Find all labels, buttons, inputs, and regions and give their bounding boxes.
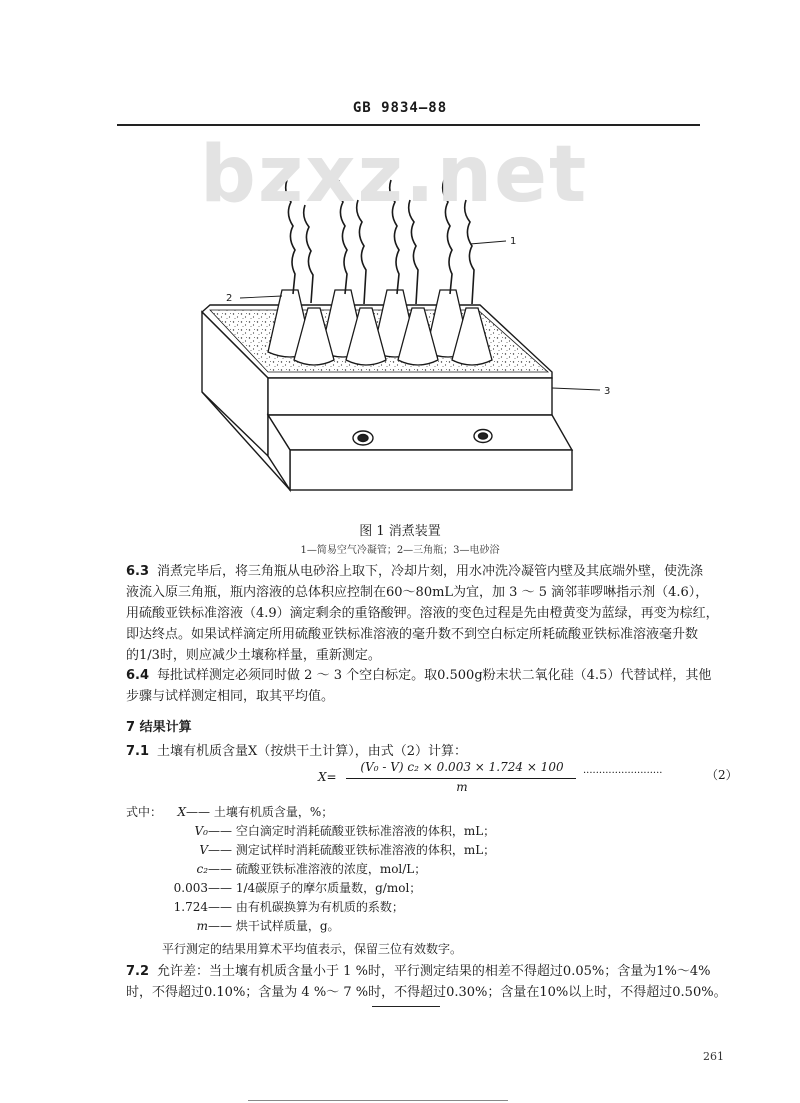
def-symbol: c₂ <box>196 862 208 876</box>
paragraph-line: 液流入原三角瓶，瓶内溶液的总体积应控制在60～80mL为宜，加 3 ～ 5 滴邻菲啰啉指示剂（4.6）， <box>126 585 709 600</box>
definitions-list <box>140 803 740 936</box>
def-description: —— 测定试样时消耗硫酸亚铁标准溶液的体积，mL； <box>208 843 496 857</box>
watermark: bzxz.net <box>200 130 589 220</box>
section-7-heading: 7 结果计算 <box>126 720 192 735</box>
def-symbol: 0.003 <box>173 881 208 895</box>
callout-1: 1 <box>510 236 517 247</box>
formula-numerator: (V₀ - V) c₂ × 0.003 × 1.724 × 100 <box>360 760 564 774</box>
section-number: 6.3 <box>126 564 150 579</box>
formula-lhs: X= <box>318 770 337 784</box>
paragraph-line: 每批试样测定必须同时做 2 ～ 3 个空白标定。取0.500g粉末状二氧化硅（4.5）代替试样，其他 <box>157 668 712 683</box>
page-number: 261 <box>703 1050 724 1063</box>
paragraph-line: 步骤与试样测定相同，取其平均值。 <box>126 689 335 704</box>
header-rule <box>117 124 700 126</box>
document-code: GB 9834—88 <box>352 100 448 116</box>
section-number: 7.1 <box>126 744 150 759</box>
scan-edge-rule <box>248 1100 508 1101</box>
section-6-3 <box>126 561 746 666</box>
conical-flasks <box>268 290 492 365</box>
result-note: 平行测定的结果用算术平均值表示，保留三位有效数字。 <box>162 942 463 956</box>
def-description: —— 土壤有机质含量，%； <box>186 805 334 819</box>
formula-denominator: m <box>456 780 468 794</box>
def-description: —— 空白滴定时消耗硫酸亚铁标准溶液的体积，mL； <box>208 824 496 838</box>
paragraph-line: 的1/3时，则应减少土壤称样量，重新测定。 <box>126 648 381 663</box>
def-symbol: m <box>196 919 208 933</box>
paragraph-line: 土壤有机质含量X（按烘干土计算），由式（2）计算： <box>157 744 468 759</box>
section-7-1 <box>126 741 746 762</box>
def-symbol: 1.724 <box>173 900 208 914</box>
def-symbol: X <box>177 805 186 819</box>
section-number: 6.4 <box>126 668 150 683</box>
end-rule <box>372 1006 440 1007</box>
paragraph-line: 即达终点。如果试样滴定所用硫酸亚铁标准溶液的毫升数不到空白标定所耗硫酸亚铁标准溶液毫升数 <box>126 627 699 642</box>
fraction-bar <box>346 778 576 779</box>
section-6-4 <box>126 665 746 707</box>
callout-2: 2 <box>226 293 233 304</box>
paragraph-line: 时，不得超过0.10%；含量为 4 %～ 7 %时，不得超过0.30%；含量在10%以上时，不得超过0.50%。 <box>126 985 727 1000</box>
callout-3: 3 <box>604 386 611 397</box>
paragraph-line: 允许差：当土壤有机质含量小于 1 %时，平行测定结果的相差不得超过0.05%；含量为1%～4% <box>157 964 711 979</box>
paragraph-line: 用硫酸亚铁标准溶液（4.9）滴定剩余的重铬酸钾。溶液的变色过程是先由橙黄变为蓝绿，再变为棕红， <box>126 606 719 621</box>
formula-leader-dots: ························· <box>583 768 663 779</box>
section-7-2 <box>126 961 766 1003</box>
formula-tag: （2） <box>706 768 738 782</box>
def-symbol: V <box>199 843 208 857</box>
def-description: —— 1/4碳原子的摩尔质量数，g/mol； <box>208 881 422 895</box>
def-description: —— 硫酸亚铁标准溶液的浓度，mol/L； <box>208 862 427 876</box>
def-symbol: V₀ <box>194 824 208 838</box>
definitions-lead: 式中： <box>126 805 163 819</box>
figure-title: 图 1 消煮装置 <box>359 524 441 539</box>
section-number: 7.2 <box>126 964 150 979</box>
def-description: —— 由有机碳换算为有机质的系数； <box>208 900 404 914</box>
def-description: —— 烘干试样质量，g。 <box>208 919 340 933</box>
figure-caption: 1—简易空气冷凝管；2—三角瓶；3—电砂浴 <box>300 545 500 556</box>
paragraph-line: 消煮完毕后，将三角瓶从电砂浴上取下，冷却片刻，用水冲洗冷凝管内壁及其底端外壁，使洗涤 <box>157 564 704 579</box>
